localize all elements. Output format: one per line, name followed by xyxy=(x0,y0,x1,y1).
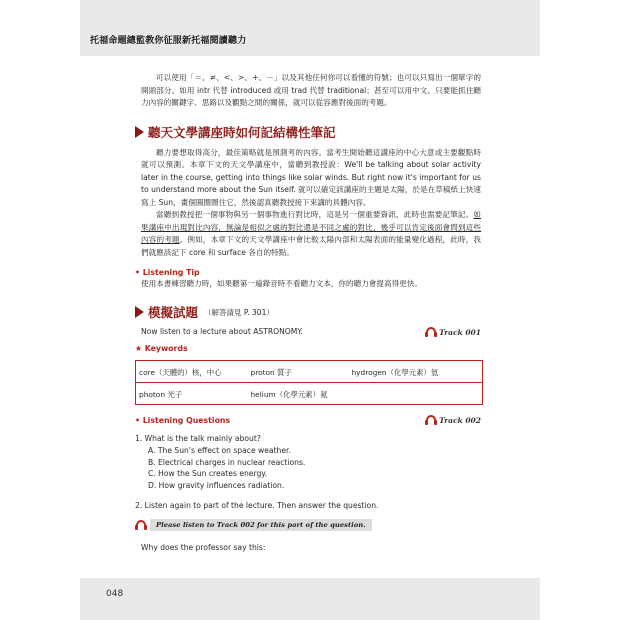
page-number: 048 xyxy=(106,589,124,599)
section-heading-notes xyxy=(135,123,481,141)
questions-heading: • Listening Questions xyxy=(135,415,231,425)
page-header xyxy=(80,0,540,56)
intro-paragraph: 可以使用「＝、≠、<、>、+、－」以及其他任何你可以看懂的符號；也可以只寫出一個單字的開頭部分。如用 intr 代替 introduced 或用 trad 代替 traditional；甚至可以用中文。只要能抓住聽力內容的關鍵字、思路以及觀點之間的關係，就可以從容應對後面的考題。 xyxy=(141,73,481,107)
keyword-cell: core（天體的）核，中心 xyxy=(136,361,248,383)
table-row xyxy=(136,361,483,383)
question-1: 1. What is the talk mainly about? xyxy=(135,434,261,443)
listening-tip-text: 使用本書練習聽力時，如果聽第一遍錄音時不看聽力文本，你的聽力會提高得更快。 xyxy=(141,279,422,288)
option-b[interactable]: B. Electrical charges in nuclear reactions. xyxy=(148,457,306,467)
option-d[interactable]: D. How gravity influences radiation. xyxy=(148,480,285,490)
track-001-text: Track 001 xyxy=(439,327,481,337)
section-heading-practice xyxy=(135,303,481,321)
keyword-cell: proton 質子 xyxy=(248,361,349,383)
question-1-options xyxy=(141,445,481,491)
answer-reference: （解答請見 P. 301） xyxy=(204,307,274,317)
headphones-icon xyxy=(135,520,147,530)
listening-tip-heading: • Listening Tip xyxy=(135,268,200,277)
keyword-cell: helium（化學元素）氦 xyxy=(248,383,349,405)
notice-text: Please listen to Track 002 for this part of the question. xyxy=(150,519,372,531)
track-001-label[interactable] xyxy=(425,327,481,337)
book-page xyxy=(80,0,540,620)
headphones-icon xyxy=(425,327,437,337)
track-notice xyxy=(135,519,481,531)
header-title: 托福命題總監教你征服新托福閱讀聽力 xyxy=(90,36,247,46)
question-2: 2. Listen again to part of the lecture. Then answer the question. xyxy=(135,501,379,510)
track-002-text: Track 002 xyxy=(439,415,481,425)
triangle-bullet-icon xyxy=(135,126,144,138)
instruction-row xyxy=(141,326,481,338)
triangle-bullet-icon xyxy=(135,306,144,318)
headphones-icon xyxy=(425,415,437,425)
para2-end: 。例如，本章下文的天文學講座中會比較太陽內部和太陽表面的能量變化過程，此時，我們就應該記下 core 和 surface 各自的特點。 xyxy=(141,235,481,257)
keywords-heading: ★ Keywords xyxy=(135,344,188,353)
track-002-label[interactable] xyxy=(425,415,481,425)
page-footer xyxy=(80,578,540,620)
question-2-prompt: Why does the professor say this: xyxy=(141,543,266,552)
practice-title: 模擬試題 xyxy=(148,305,199,320)
page-content xyxy=(135,72,481,554)
section-paragraph-1: 聽力要想取得高分，最佳策略就是預測考的內容。當考生開始聽這講座的中心大意或主要觀點時就可以預測。本章下文的天文學講座中，當聽到教授說：We'll be talking about solar activity later in the course, getting into things like solar winds. But right now it's important for us to understand more about the Sun itself. 就可以確定該講座的主題是太陽，於是在草稿紙上快速寫上 Sun，畫個圓圈圈住它，然後認真聽教授接下來講的具體內容。 xyxy=(141,147,481,207)
section-title: 聽天文學講座時如何記結構性筆記 xyxy=(148,124,336,140)
section-paragraph-2 xyxy=(141,209,481,259)
lecture-instruction: Now listen to a lecture about ASTRONOMY. xyxy=(141,327,303,336)
keyword-cell xyxy=(349,383,483,405)
keyword-cell: photon 光子 xyxy=(136,383,248,405)
para2-start: 當聽到教授把一個事物與另一個事物進行對比時，這是另一個重要資訊，此時也需要記筆記。 xyxy=(156,210,474,219)
para2-underlined: 如果講座中出現對比內容，無論是相似之處的對比還是不同之處的對比，幾乎可以肯定後面會問到這些內容的考題 xyxy=(141,210,481,244)
keywords-table xyxy=(135,360,483,405)
option-a[interactable]: A. The Sun's effect on space weather. xyxy=(148,446,291,455)
keyword-cell: hydrogen（化學元素）氫 xyxy=(349,361,483,383)
questions-heading-row xyxy=(135,415,481,425)
option-c[interactable]: C. How the Sun creates energy. xyxy=(148,469,268,478)
table-row xyxy=(136,383,483,405)
